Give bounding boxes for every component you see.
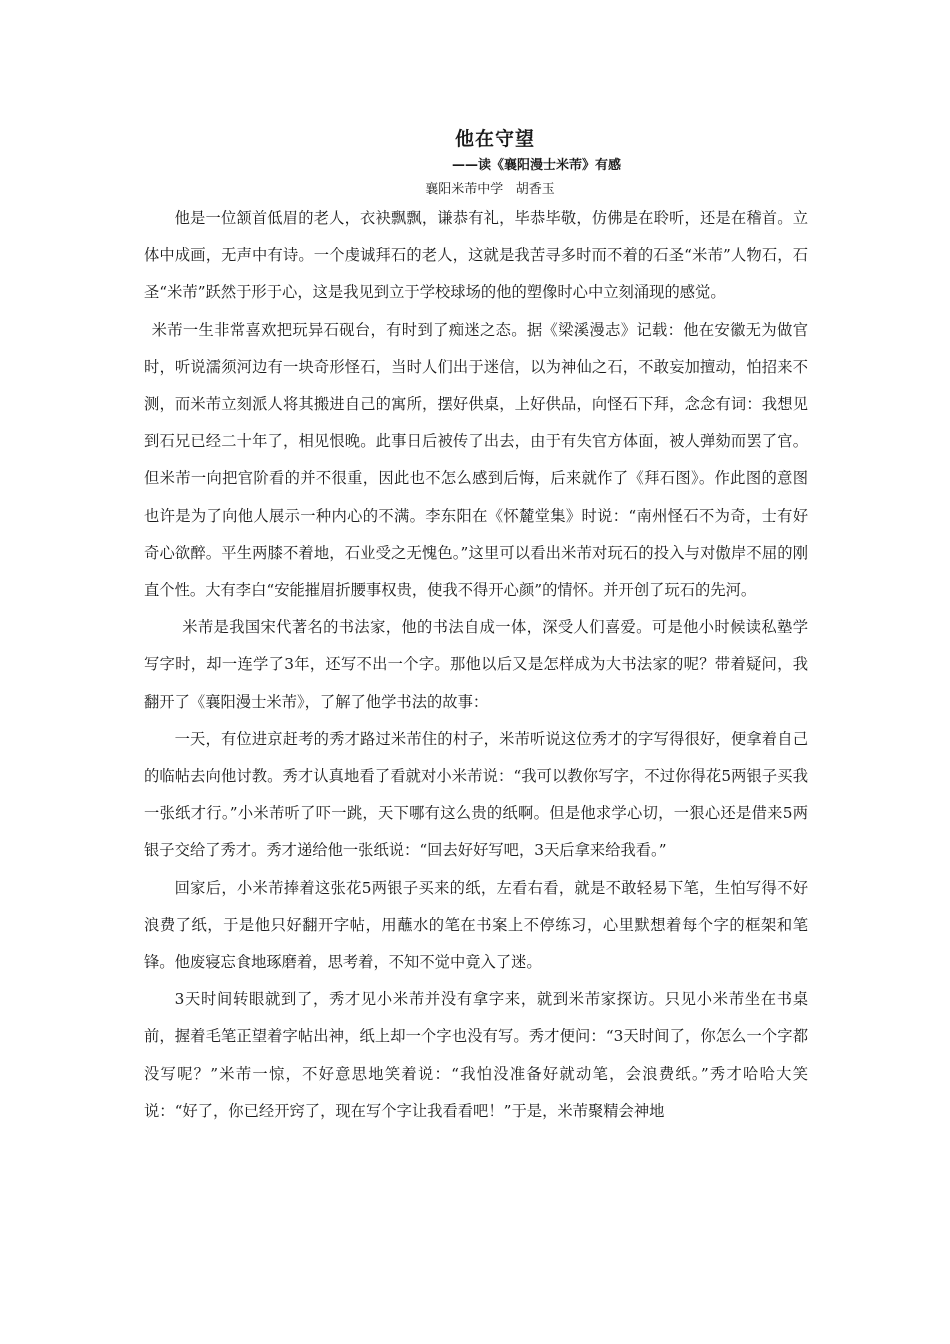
paragraph-stone-love: 米芾一生非常喜欢把玩异石砚台，有时到了痴迷之态。据《梁溪漫志》记载：他在安徽无为做官时，听说濡须河边有一块奇形怪石，当时人们出于迷信，以为神仙之石，不敢妄加擅动，怕招来不测，而米芾立刻派人将其搬进自己的寓所，摆好供桌，上好供品，向怪石下拜，念念有词：我想见到石兄已经二十年了，相见恨晚。此事日后被传了出去，由于有失官方体面，被人弹劾而罢了官。但米芾一向把官阶看的并不很重，因此也不怎么感到后悔，后来就作了《拜石图》。作此图的意图也许是为了向他人展示一种内心的不满。李东阳在《怀麓堂集》时说：“南州怪石不为奇，士有好奇心欲醉。平生两膝不着地，石业受之无愧色。”这里可以看出米芾对玩石的投入与对傲岸不屈的刚直个性。大有李白“安能摧眉折腰事权贵，使我不得开心颜”的情怀。并开创了玩石的先河。: [144, 320, 808, 600]
paragraph-calligraphy: 米芾是我国宋代著名的书法家，他的书法自成一体，深受人们喜爱。可是他小时候读私塾学写字时，却一连学了3年，还写不出一个字。那他以后又是怎样成为大书法家的呢？带着疑问，我翻开了《襄阳漫士米芾》，了解了他学书法的故事：: [144, 618, 808, 711]
paragraph-three-days: 3天时间转眼就到了，秀才见小米芾并没有拿字来，就到米芾家探访。只见小米芾坐在书桌前，握着毛笔正望着字帖出神，纸上却一个字也没有写。秀才便问：“3天时间了，你怎么一个字都没写呢？”米芾一惊，不好意思地笑着说：“我怕没准备好就动笔，会浪费纸。”秀才哈哈大笑说：“好了，你已经开窍了，现在写个字让我看看吧！”于是，米芾聚精会神地: [144, 990, 808, 1120]
paragraph-intro: 他是一位颔首低眉的老人，衣袂飘飘，谦恭有礼，毕恭毕敬，仿佛是在聆听，还是在稽首。立体中成画，无声中有诗。一个虔诚拜石的老人，这就是我苦寻多时而不着的石圣“米芾”人物石，石圣“米芾”跃然于形于心，这是我见到立于学校球场的他的塑像时心中立刻涌现的感觉。: [144, 209, 808, 302]
article-body: [144, 200, 808, 1130]
paragraph-scholar-visit: 一天，有位进京赶考的秀才路过米芾住的村子，米芾听说这位秀才的字写得很好，便拿着自己的临帖去向他讨教。秀才认真地看了看就对小米芾说：“我可以教你写字，不过你得花5两银子买我一张纸才行。”小米芾听了吓一跳，天下哪有这么贵的纸啊。但是他求学心切，一狠心还是借来5两银子交给了秀才。秀才递给他一张纸说：“回去好好写吧，3天后拿来给我看。”: [144, 729, 808, 860]
paragraph-practice: 回家后，小米芾捧着这张花5两银子买来的纸，左看右看，就是不敢轻易下笔，生怕写得不好浪费了纸，于是他只好翻开字帖，用蘸水的笔在书案上不停练习，心里默想着每个字的框架和笔锋。他废寝忘食地琢磨着，思考着，不知不觉中竟入了迷。: [144, 878, 808, 972]
article-title: 他在守望: [454, 128, 535, 150]
article-subtitle: ——读《襄阳漫士米芾》有感: [452, 158, 622, 173]
author-byline: 襄阳米芾中学 胡香玉: [425, 182, 555, 197]
